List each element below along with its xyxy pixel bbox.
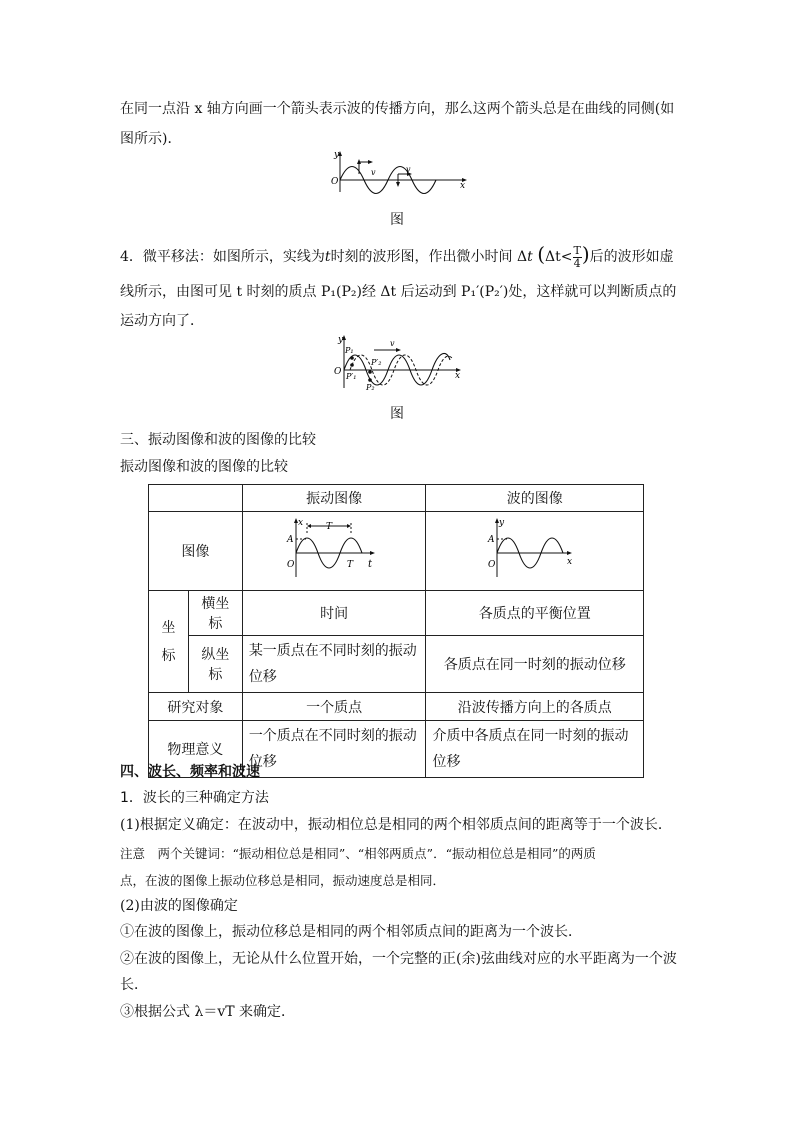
comparison-table (148, 484, 644, 778)
fig2-v-label: v (390, 339, 395, 348)
wave-arrows-svg (326, 150, 471, 200)
vib-a-label: A (287, 535, 294, 545)
microshift-tail: 后的波形如虚 (589, 249, 674, 265)
wave-y-label: y (498, 518, 504, 528)
fig2-p1-label: P₁ (345, 346, 354, 355)
fig1-origin-label: O (331, 177, 339, 187)
wave-o-label: O (487, 560, 496, 570)
image-method-2a: ②在波的图像上，无论从什么位置开始，一个完整的正(余)弦曲线对应的水平距离为一个波 (120, 951, 677, 967)
meaning-vibration: 一个质点在不同时刻的振动位移 (242, 721, 426, 778)
fig1-v2-label: v (406, 165, 411, 174)
meaning-wave: 介质中各质点在同一时刻的振动位移 (426, 721, 644, 778)
coord-char-1: 坐 (161, 619, 176, 636)
vib-t-axis-label: t (368, 559, 373, 570)
fig2-x-label: x (455, 371, 461, 381)
vertical-wave: 各质点在同一时刻的振动位移 (426, 636, 644, 693)
paren-close: ) (581, 242, 590, 266)
fig2-origin-label: O (334, 367, 342, 377)
vib-period-label-axis: T (347, 560, 354, 570)
row-label-horizontal: 横坐标 (188, 591, 242, 636)
fig2-y-label: y (338, 335, 344, 345)
image-method-1: ①在波的图像上，振动位移总是相同的两个相邻质点间的距离为一个波长． (120, 924, 582, 940)
definition-method: (1)根据定义确定：在波动中，振动相位总是相同的两个相邻质点间的距离等于一个波长． (120, 817, 672, 833)
coord-merged-cell (149, 591, 189, 693)
row-label-vertical: 纵坐标 (188, 636, 242, 693)
microshift-paragraph-line2: 线所示，由图可见 t 时刻的质点 P₁(P₂)经 Δt 后运动到 P₁′(P₂′)处，这样就可以判断质点的 (120, 284, 677, 300)
microshift-t2: t (527, 249, 533, 265)
header-vibration-image: 振动图像 (242, 485, 426, 512)
vib-o-label: O (287, 560, 295, 570)
fig2-p2prime-label: P′₂ (371, 358, 382, 367)
microshift-mid: 时刻的波形图，作出微小时间 Δ (330, 249, 528, 265)
section4-title: 四、波长、频率和波速 (120, 764, 260, 780)
figure-wave-arrows (326, 150, 471, 200)
formula-method: ③根据公式 λ＝vT 来确定． (120, 1004, 296, 1020)
fig1-x-label: x (460, 181, 466, 191)
fig1-v1-label: v (371, 168, 376, 177)
paren-open: ( (537, 242, 546, 266)
delta-lt: Δt< (545, 249, 573, 265)
frac-den: 4 (573, 256, 581, 270)
row-label-object: 研究对象 (149, 693, 243, 721)
wavelength-methods: 1．波长的三种确定方法 (120, 790, 269, 806)
figure2-caption: 图 (390, 406, 404, 422)
coord-char-2: 标 (161, 647, 176, 664)
fig2-p2-label: P₂ (366, 383, 375, 392)
horizontal-vibration: 时间 (242, 591, 426, 636)
microshift-paragraph-line3: 运动方向了． (120, 313, 204, 329)
frac-num: T (573, 243, 581, 257)
vib-x-label: x (298, 518, 304, 528)
fig1-y-label: y (334, 150, 340, 160)
vib-period-label-top: T (326, 522, 333, 532)
micro-shift-svg (326, 334, 466, 392)
wave-graph-svg (487, 517, 583, 581)
microshift-head: 4．微平移法：如图所示，实线为 (120, 249, 325, 265)
wave-graph-cell (426, 512, 644, 591)
figure-micro-shift (326, 334, 466, 392)
image-method-2b: 长． (120, 977, 148, 993)
header-wave-image: 波的图像 (426, 485, 644, 512)
horizontal-wave: 各质点的平衡位置 (426, 591, 644, 636)
figure1-caption: 图 (390, 212, 404, 228)
note-line2: 点，在波的图像上振动位移总是相同，振动速度总是相同． (120, 873, 446, 888)
table-corner (149, 485, 243, 512)
section3-title: 三、振动图像和波的图像的比较 (120, 432, 316, 448)
object-wave: 沿波传播方向上的各质点 (426, 693, 644, 721)
wave-x-label: x (566, 557, 572, 567)
wave-a-label: A (487, 535, 495, 545)
vibration-graph-svg (286, 517, 382, 581)
fig2-p1prime-label: P′₁ (346, 372, 357, 381)
object-vibration: 一个质点 (242, 693, 426, 721)
microshift-t1: t (324, 249, 331, 265)
note-line1: 注意 两个关键词：“振动相位总是相同”、“相邻两质点”．“振动相位总是相同”的两质 (120, 846, 596, 861)
section3-subtitle: 振动图像和波的图像的比较 (120, 459, 288, 475)
fraction-t-over-4 (573, 245, 582, 270)
microshift-paragraph-line1 (120, 242, 680, 270)
vertical-vibration: 某一质点在不同时刻的振动位移 (242, 636, 426, 693)
row-label-image: 图像 (149, 512, 243, 591)
image-method: (2)由波的图像确定 (120, 898, 238, 914)
row-label-meaning: 物理意义 (149, 721, 243, 778)
intro-paragraph: 在同一点沿 x 轴方向画一个箭头表示波的传播方向，那么这两个箭头总是在曲线的同侧(如图所示)． (120, 101, 675, 147)
vibration-graph-cell (242, 512, 426, 591)
